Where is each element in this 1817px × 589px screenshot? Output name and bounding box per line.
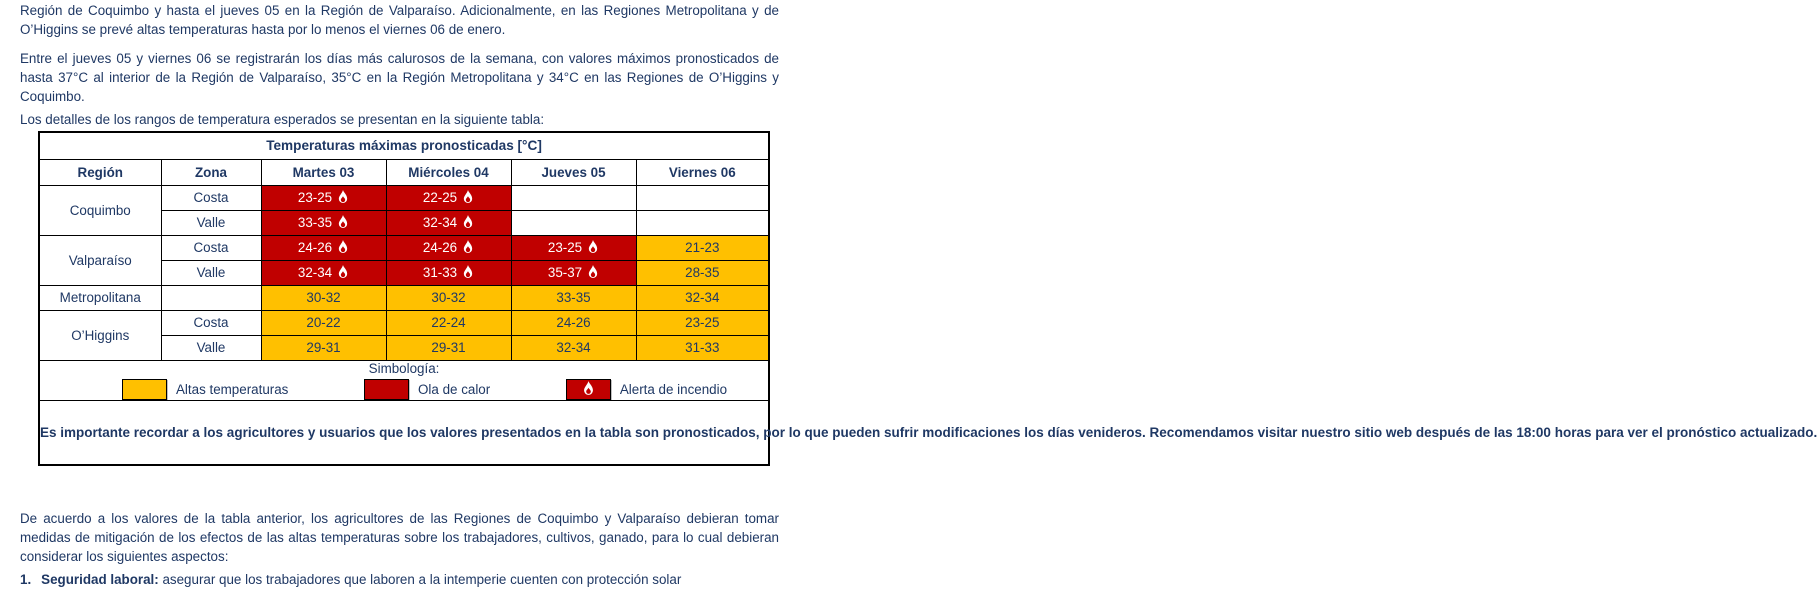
temp-value: 35-37 xyxy=(547,265,583,280)
zone-cell: Valle xyxy=(161,210,261,235)
temp-value: 20-22 xyxy=(306,315,341,330)
temp-cell xyxy=(261,310,386,335)
zone-cell: Costa xyxy=(161,185,261,210)
legend-label: Altas temperaturas xyxy=(176,381,289,397)
col-header-martes: Martes 03 xyxy=(261,159,386,185)
legend-item-altas-temperaturas xyxy=(122,379,288,400)
temp-cell xyxy=(386,210,511,235)
temp-cell xyxy=(386,235,511,260)
zone-cell: Valle xyxy=(161,260,261,285)
temp-value: 21-23 xyxy=(685,240,720,255)
paragraph-hottest-days: Entre el jueves 05 y viernes 06 se registrarán los días más calurosos de la semana, con valores máximos pronosticados de hasta 37°C al interior de la Región de Valparaíso, 35°C en la Región Metropolitana y 34°C en las Regiones de O’Higgins y Coquimbo. xyxy=(20,51,779,105)
col-header-jueves: Jueves 05 xyxy=(511,159,636,185)
temp-value: 24-26 xyxy=(556,315,591,330)
paragraph-intro-clipped: Región de Coquimbo y hasta el jueves 05 en la Región de Valparaíso. Adicionalmente, en las Regiones Metropolitana y de O’Higgins se prevé altas temperaturas hasta por lo menos el viernes 06 de enero. xyxy=(20,3,779,38)
temp-cell xyxy=(636,285,769,310)
red-swatch xyxy=(364,379,409,400)
legend-row xyxy=(39,360,769,400)
legend-item-ola-de-calor xyxy=(364,379,490,400)
legend-label: Ola de calor xyxy=(418,381,491,397)
forecast-table xyxy=(38,131,1817,466)
zone-cell: Costa xyxy=(161,310,261,335)
flame-icon xyxy=(587,265,599,280)
list-item-text: asegurar que los trabajadores que laboren a la intemperie cuenten con protección solar xyxy=(162,572,682,588)
temp-value: 32-34 xyxy=(422,215,458,230)
temp-value: 32-34 xyxy=(685,290,720,305)
flame-icon xyxy=(337,265,349,280)
table-note: Es importante recordar a los agricultores y usuarios que los valores presentados en la tabla son pronosticados, por lo que pueden sufrir modificaciones los días venideros. Recomendamos visitar nuestro sitio web después de las 18:00 horas para ver el pronóstico actualizado. xyxy=(39,400,769,465)
temp-cell xyxy=(386,285,511,310)
temp-value: 22-24 xyxy=(431,315,466,330)
temp-value: 23-25 xyxy=(297,190,333,205)
col-header-region: Región xyxy=(39,159,161,185)
temp-cell xyxy=(511,285,636,310)
zone-cell: Valle xyxy=(161,335,261,360)
temp-cell xyxy=(261,210,386,235)
temp-cell xyxy=(261,235,386,260)
temp-cell xyxy=(636,310,769,335)
temp-cell xyxy=(386,260,511,285)
flame-icon xyxy=(462,265,474,280)
temp-value: 23-25 xyxy=(685,315,720,330)
temp-cell xyxy=(511,310,636,335)
col-header-miercoles: Miércoles 04 xyxy=(386,159,511,185)
table-row xyxy=(39,235,769,260)
temp-cell xyxy=(636,260,769,285)
region-cell-metropolitana: Metropolitana xyxy=(39,285,161,310)
flame-icon xyxy=(337,215,349,230)
col-header-zona: Zona xyxy=(161,159,261,185)
table-title: Temperaturas máximas pronosticadas [°C] xyxy=(39,132,769,159)
temp-cell xyxy=(261,260,386,285)
zone-cell-empty xyxy=(161,285,261,310)
fire-alert-swatch xyxy=(566,379,611,400)
temp-value: 22-25 xyxy=(422,190,458,205)
flame-icon xyxy=(462,190,474,205)
temp-value: 33-35 xyxy=(297,215,333,230)
temp-value: 28-35 xyxy=(685,265,720,280)
temp-cell xyxy=(511,235,636,260)
legend-label: Alerta de incendio xyxy=(619,381,728,397)
temp-value: 30-32 xyxy=(306,290,341,305)
temp-value: 30-32 xyxy=(431,290,466,305)
temp-cell xyxy=(636,235,769,260)
temp-cell xyxy=(511,260,636,285)
table-row xyxy=(39,285,769,310)
flame-icon xyxy=(337,190,349,205)
paragraph-recommendation: De acuerdo a los valores de la tabla anterior, los agricultores de las Regiones de Coquimbo y Valparaíso debieran tomar medidas de mitigación de los efectos de las altas temperaturas sobre los trabajadores, cultivos, ganado, para lo cual debieran considerar los siguientes aspectos: xyxy=(20,511,779,565)
temp-cell-empty xyxy=(511,210,636,235)
temp-cell xyxy=(261,285,386,310)
region-cell-ohiggins: O’Higgins xyxy=(39,310,161,360)
temp-cell xyxy=(261,185,386,210)
flame-icon xyxy=(462,240,474,255)
yellow-swatch xyxy=(122,379,167,400)
temp-cell xyxy=(261,335,386,360)
list-item-seguridad-laboral xyxy=(20,570,779,589)
temp-cell-empty xyxy=(636,185,769,210)
flame-icon xyxy=(587,240,599,255)
temp-value: 31-33 xyxy=(422,265,458,280)
temp-cell xyxy=(386,335,511,360)
region-cell-coquimbo: Coquimbo xyxy=(39,185,161,235)
temp-cell-empty xyxy=(636,210,769,235)
temp-cell xyxy=(511,335,636,360)
temp-value: 24-26 xyxy=(297,240,333,255)
zone-cell: Costa xyxy=(161,235,261,260)
region-cell-valparaiso: Valparaíso xyxy=(39,235,161,285)
note-row xyxy=(39,400,769,465)
paragraph-table-intro: Los detalles de los rangos de temperatura esperados se presentan en la siguiente tabla: xyxy=(20,112,545,128)
temp-value: 33-35 xyxy=(556,290,591,305)
temp-cell-empty xyxy=(511,185,636,210)
legend-title: Simbología: xyxy=(368,360,440,376)
temp-value: 29-31 xyxy=(306,340,341,355)
table-row xyxy=(39,185,769,210)
temp-cell xyxy=(386,185,511,210)
temp-value: 31-33 xyxy=(685,340,720,355)
temp-value: 24-26 xyxy=(422,240,458,255)
flame-icon xyxy=(462,215,474,230)
list-item-title: Seguridad laboral: xyxy=(41,572,159,588)
flame-icon xyxy=(337,240,349,255)
temp-cell xyxy=(386,310,511,335)
flame-icon xyxy=(582,381,595,397)
col-header-viernes: Viernes 06 xyxy=(636,159,769,185)
list-item-number: 1. xyxy=(20,572,32,588)
temp-value: 32-34 xyxy=(297,265,333,280)
legend-item-alerta-incendio xyxy=(566,379,727,400)
table-row xyxy=(39,310,769,335)
legend-items xyxy=(40,377,768,400)
temp-value: 23-25 xyxy=(547,240,583,255)
temp-value: 32-34 xyxy=(556,340,591,355)
temp-value: 29-31 xyxy=(431,340,466,355)
temp-cell xyxy=(636,335,769,360)
